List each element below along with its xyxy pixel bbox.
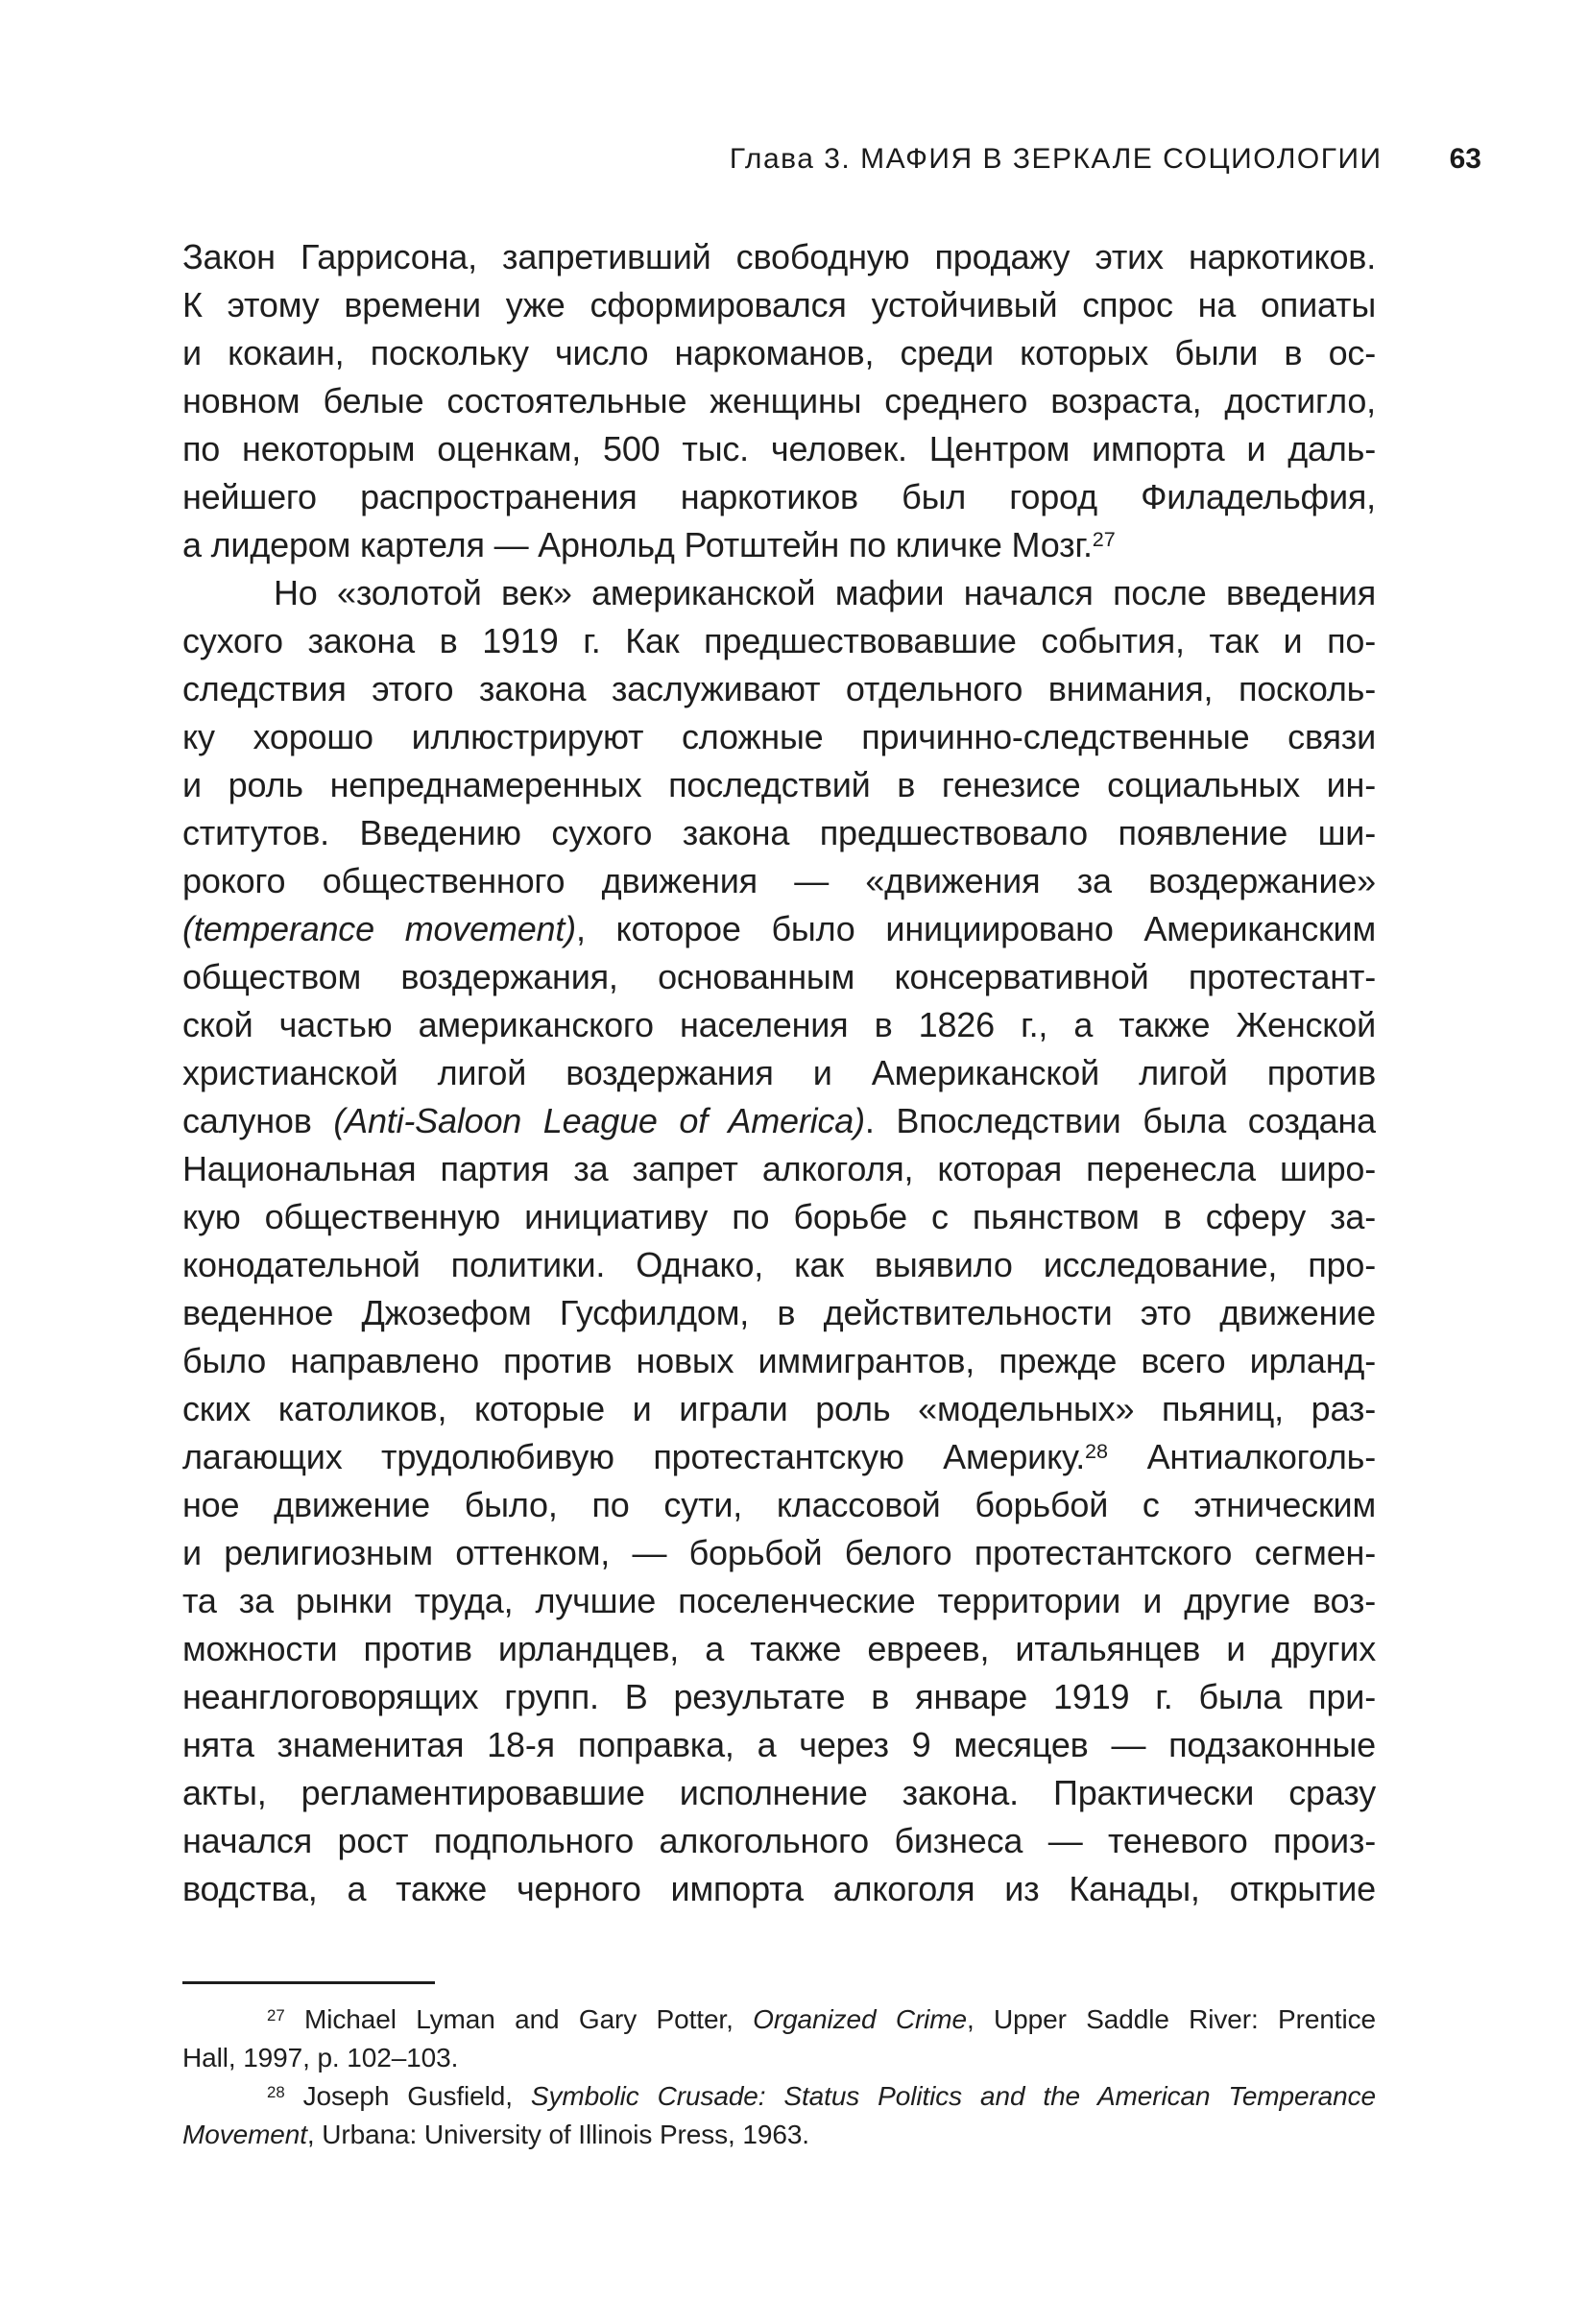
footnote-reference: 27 xyxy=(1092,527,1116,552)
body-text-line: ских католиков, которые и играли роль «модельных» пьяниц, раз- xyxy=(182,1389,1376,1428)
body-text-line: следствия этого закона заслуживают отдельного внимания, посколь- xyxy=(182,669,1376,708)
body-text-line: Национальная партия за запрет алкоголя, которая перенесла широ- xyxy=(182,1149,1376,1188)
body-text-line: христианской лигой воздержания и Американской лигой против xyxy=(182,1053,1376,1092)
body-text-line: и кокаин, поскольку число наркоманов, среди которых были в ос- xyxy=(182,333,1376,372)
body-text-line: по некоторым оценкам, 500 тыс. человек. Центром импорта и даль- xyxy=(182,429,1376,468)
body-text-line: ку хорошо иллюстрируют сложные причинно-следственные связи xyxy=(182,717,1376,756)
body-text-line: неанглоговорящих групп. В результате в январе 1919 г. была при- xyxy=(182,1677,1376,1716)
body-text-line: ститутов. Введению сухого закона предшествовало появление ши- xyxy=(182,813,1376,852)
body-text-line: ской частью американского населения в 1826 г., а также Женской xyxy=(182,1005,1376,1044)
body-text-line: акты, регламентировавшие исполнение закона. Практически сразу xyxy=(182,1773,1376,1812)
running-header xyxy=(182,142,1481,177)
footnote-line: $^{28}$ Joseph Gusfield, Symbolic Crusade: Status Politics and the American Temperance xyxy=(267,2081,1376,2111)
body-text-line: рокого общественного движения — «движения за воздержание» xyxy=(182,861,1376,900)
footnotes xyxy=(182,2001,1376,2154)
body-text-line: новном белые состоятельные женщины среднего возраста, достигло, xyxy=(182,381,1376,420)
footnote-separator xyxy=(182,1981,435,1984)
footnote-reference: 28 xyxy=(1085,1439,1109,1464)
body-text-line: Но «золотой век» американской мафии начался после введения xyxy=(274,573,1376,612)
body-text-line: ное движение было, по сути, классовой борьбой с этническим xyxy=(182,1485,1376,1524)
body-text-line: нята знаменитая 18-я поправка, а через 9 месяцев — подзаконные xyxy=(182,1725,1376,1764)
footnote-line: Movement, Urbana: University of Illinois Press, 1963. xyxy=(182,2120,809,2149)
body-text-line: сухого закона в 1919 г. Как предшествовавшие события, так и по- xyxy=(182,621,1376,660)
body-text xyxy=(182,233,1376,1913)
body-text-line: начался рост подпольного алкогольного бизнеса — теневого произ- xyxy=(182,1821,1376,1860)
body-text-line: водства, а также черного импорта алкоголя из Канады, открытие xyxy=(182,1869,1376,1908)
body-text-line: салунов (Anti-Saloon League of America). Впоследствии была создана xyxy=(182,1101,1376,1140)
body-text-line: можности против ирландцев, а также евреев, итальянцев и других xyxy=(182,1629,1376,1668)
body-text-line: обществом воздержания, основанным консервативной протестант- xyxy=(182,957,1376,996)
body-text-line: было направлено против новых иммигрантов, прежде всего ирланд- xyxy=(182,1341,1376,1380)
footnote-reference: 27 xyxy=(267,2005,285,2025)
running-header-title: Глава 3. МАФИЯ В ЗЕРКАЛЕ СОЦИОЛОГИИ xyxy=(729,143,1383,175)
body-text-line: (temperance movement), которое было инициировано Американским xyxy=(182,909,1376,948)
body-text-line: веденное Джозефом Гусфилдом, в действительности это движение xyxy=(182,1293,1376,1332)
body-text-line: кую общественную инициативу по борьбе с пьянством в сферу за- xyxy=(182,1197,1376,1236)
body-text-line: та за рынки труда, лучшие поселенческие территории и другие воз- xyxy=(182,1581,1376,1620)
body-text-line: а лидером картеля — Арнольд Ротштейн по кличке Мозг.$^{27}$ xyxy=(182,525,1116,564)
page-number: 63 xyxy=(1449,143,1481,175)
body-text-line: нейшего распространения наркотиков был город Филадельфия, xyxy=(182,477,1376,516)
body-text-line: и религиозным оттенком, — борьбой белого протестантского сегмен- xyxy=(182,1533,1376,1572)
footnote-line: $^{27}$ Michael Lyman and Gary Potter, Organized Crime, Upper Saddle River: Prentice xyxy=(267,2004,1376,2034)
body-text-line: Закон Гаррисона, запретивший свободную продажу этих наркотиков. xyxy=(182,237,1376,276)
body-text-line: и роль непреднамеренных последствий в генезисе социальных ин- xyxy=(182,765,1376,804)
footnote-line: Hall, 1997, p. 102–103. xyxy=(182,2043,459,2072)
body-text-line: лагающих трудолюбивую протестантскую Америку.$^{28}$ Антиалкоголь- xyxy=(182,1437,1376,1476)
footnote-reference: 28 xyxy=(267,2082,285,2101)
body-text-line: конодательной политики. Однако, как выявило исследование, про- xyxy=(182,1245,1376,1284)
body-text-line: К этому времени уже сформировался устойчивый спрос на опиаты xyxy=(182,285,1376,324)
